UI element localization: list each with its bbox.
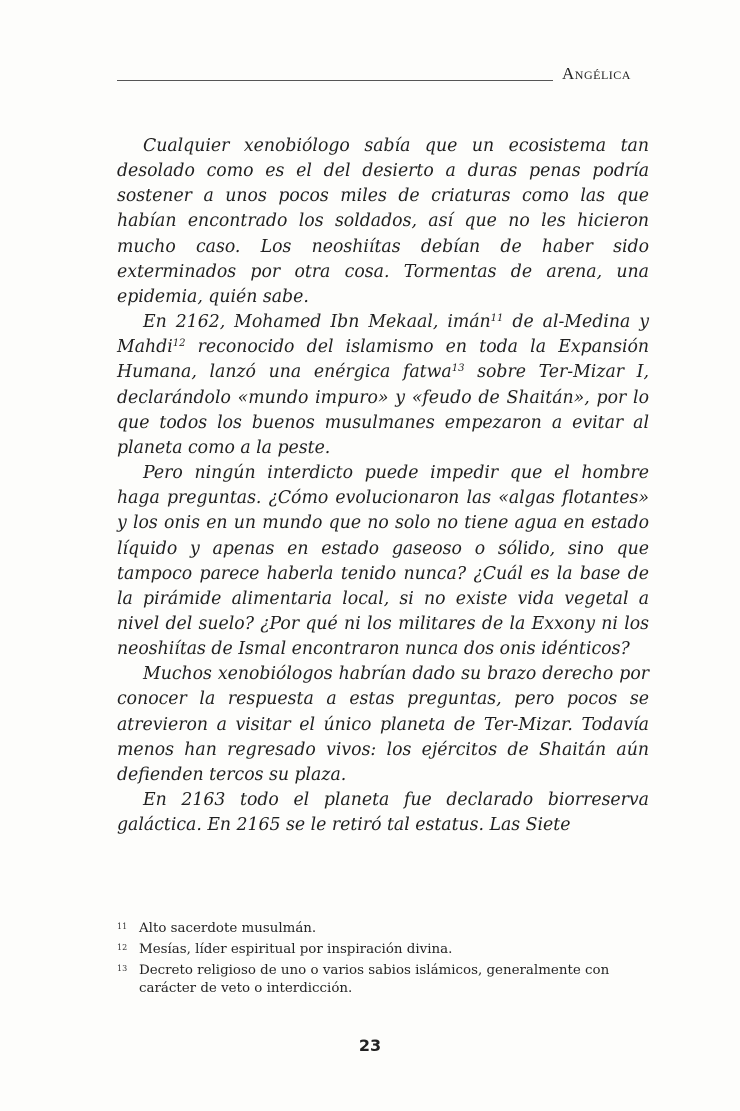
running-head: Angélica <box>562 64 631 83</box>
paragraph <box>117 662 649 788</box>
body-text <box>117 134 649 838</box>
paragraph <box>117 461 649 662</box>
paragraph-text: reconocido del islamismo en toda la Expansión Humana, lanzó una enérgica fatwa <box>117 337 649 383</box>
page-number: 23 <box>358 1036 382 1055</box>
footnote-text: Decreto religioso de uno o varios sabios islámicos, generalmente con carácter de veto o interdicción. <box>139 963 610 996</box>
footnote-text: Alto sacerdote musulmán. <box>139 921 317 936</box>
footnote <box>117 962 649 998</box>
footnote-text: Mesías, líder espiritual por inspiración divina. <box>139 942 453 957</box>
footnote-number: 13 <box>117 964 128 973</box>
paragraph-text: Cualquier xenobiólogo sabía que un ecosistema tan desolado como es el del desierto a duras penas podría sostener a unos pocos miles de criaturas como las que habían encontrado los soldados, así que no les hicieron mucho caso. Los neoshiítas debían de haber sido exterminados por otra cosa. Tormentas de arena, una epidemia, quién sabe. <box>117 136 649 307</box>
footnote <box>117 920 649 938</box>
paragraph-text: En 2163 todo el planeta fue declarado biorreserva galáctica. En 2165 se le retiró tal estatus. Las Siete <box>117 790 649 836</box>
paragraph <box>117 788 649 838</box>
header-rule <box>117 80 553 81</box>
footnote-ref: 13 <box>451 363 465 375</box>
paragraph-text: En 2162, Mohamed Ibn Mekaal, imán <box>143 312 491 333</box>
footnote-number: 12 <box>117 943 128 952</box>
footnote <box>117 941 649 959</box>
footnote-ref: 11 <box>490 313 504 325</box>
footnote-ref: 12 <box>172 338 186 350</box>
paragraph-text: Pero ningún interdicto puede impedir que el hombre haga preguntas. ¿Cómo evolucionaron las «algas flotantes» y los onis en un mundo que no solo no tiene agua en estado líquido y apenas en estado gaseoso o sólido, sino que tampoco parece haberla tenido nunca? ¿Cuál es la base de la pirámide alimentaria local, si no existe vida vegetal a nivel del suelo? ¿Por qué ni los militares de la Exxony ni los neoshiítas de Ismal encontraron nunca dos onis idénticos? <box>117 463 649 660</box>
paragraph <box>117 134 649 310</box>
paragraph-text: de al-Medina y Mahdi <box>117 312 649 358</box>
footnotes <box>117 920 649 1001</box>
paragraph-text: sobre Ter-Mizar I, declarándolo «mundo impuro» y «feudo de Shaitán», por lo que todos los buenos musulmanes empezaron a evitar al planeta como a la peste. <box>117 362 649 458</box>
footnote-number: 11 <box>117 922 128 931</box>
paragraph <box>117 310 649 461</box>
paragraph-text: Muchos xenobiólogos habrían dado su brazo derecho por conocer la respuesta a estas preguntas, pero pocos se atrevieron a visitar el único planeta de Ter-Mizar. Todavía menos han regresado vivos: los ejércitos de Shaitán aún defienden tercos su plaza. <box>117 664 649 785</box>
